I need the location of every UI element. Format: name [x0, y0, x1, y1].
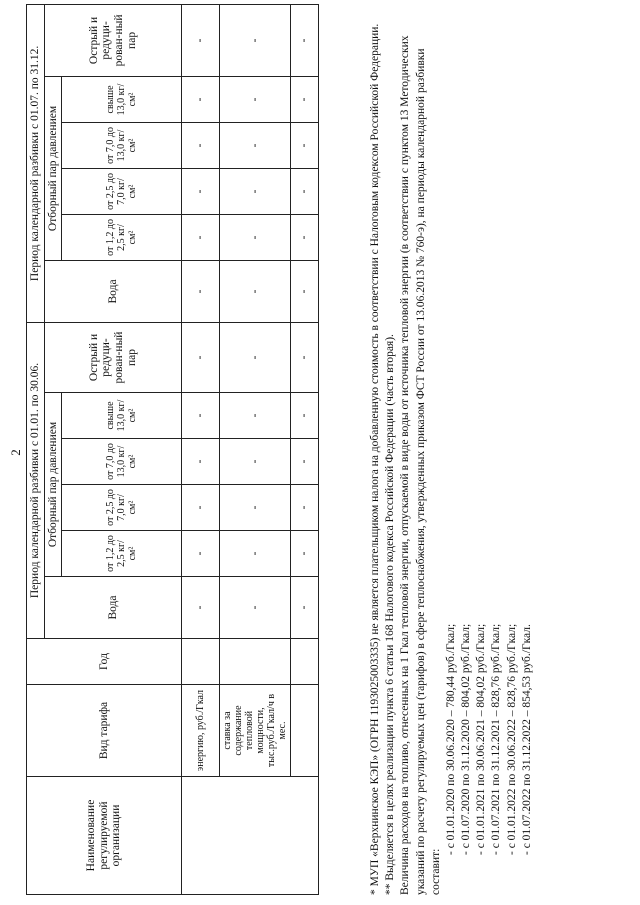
header-pressure-1: от 1,2 до 2,5 кг/см² — [62, 214, 182, 260]
list-item: - с 01.07.2022 по 31.12.2022 – 854,53 руб./Гкал. — [520, 624, 533, 855]
value-cell: - — [220, 260, 291, 322]
value-cell: - — [182, 76, 220, 122]
value-cell: - — [291, 393, 319, 439]
value-cell: - — [220, 76, 291, 122]
value-cell: - — [182, 260, 220, 322]
header-water-2: Вода — [44, 260, 182, 322]
tariff-type-cell: энергию, руб./Гкал — [182, 685, 220, 777]
value-cell: - — [291, 214, 319, 260]
footnote-vat: * МУП «Верхнинское КЭП» (ОГРН 1193025003335) не является плательщиком налога на добавленную стоимость в соответствии с Налоговым кодексом Российской Федерации. — [369, 23, 381, 895]
header-sharp-steam-2: Острый и редуци-рован-ный пар — [44, 4, 182, 76]
org-cell — [182, 777, 319, 895]
header-steam-2: Отборный пар давлением — [44, 76, 62, 260]
header-sharp-steam-1: Острый и редуци-рован-ный пар — [44, 322, 182, 392]
year-cell — [220, 639, 291, 685]
value-cell: - — [182, 322, 220, 392]
year-cell — [291, 639, 319, 685]
header-year: Год — [27, 639, 182, 685]
value-cell: - — [220, 122, 291, 168]
value-cell: - — [291, 485, 319, 531]
value-cell: - — [291, 531, 319, 577]
table-row — [220, 4, 291, 894]
value-cell: - — [220, 485, 291, 531]
footnotes — [368, 10, 535, 895]
list-item: - с 01.01.2020 по 30.06.2020 – 780,44 руб./Гкал; — [444, 623, 457, 855]
header-steam-1: Отборный пар давлением — [44, 393, 62, 577]
value-cell: - — [182, 393, 220, 439]
value-cell: - — [291, 4, 319, 76]
table-row — [291, 4, 319, 894]
fuel-costs-note: Величина расходов на топливо, отнесенных на 1 Гкал тепловой энергии, отпускаемой в виде воды от источника тепловой энергии (в соответствии с пунктом 13 Методических указаний по расчету регулируемых цен (тарифов) в сфере теплоснабжения, утвержденных приказом ФСТ России от 13.06.2013 № 760-э), на периоды календарной разбивки составит: — [399, 35, 442, 895]
header-tariff-type: Вид тарифа — [27, 685, 182, 777]
list-item: - с 01.07.2020 по 31.12.2020 – 804,02 руб./Гкал; — [460, 623, 473, 855]
value-cell: - — [220, 531, 291, 577]
value-cell: - — [291, 168, 319, 214]
header-org: Наименование регулируемой организации — [27, 777, 182, 895]
value-cell: - — [220, 439, 291, 485]
header-pressure-2: от 2,5 до 7,0 кг/см² — [62, 485, 182, 531]
value-cell: - — [291, 122, 319, 168]
value-cell: - — [220, 393, 291, 439]
footnote-tax-code: ** Выделяется в целях реализации пункта 6 статьи 168 Налогового кодекса Российской Федерации (часть вторая). — [384, 334, 397, 895]
value-cell: - — [182, 531, 220, 577]
value-cell: - — [182, 168, 220, 214]
value-cell: - — [220, 4, 291, 76]
value-cell: - — [220, 322, 291, 392]
header-pressure-2: от 2,5 до 7,0 кг/см² — [62, 168, 182, 214]
value-cell: - — [291, 76, 319, 122]
header-pressure-3: от 7,0 до 13,0 кг/см² — [62, 122, 182, 168]
header-pressure-4: свыше 13,0 кг/см² — [62, 76, 182, 122]
value-cell: - — [182, 577, 220, 639]
value-cell: - — [182, 439, 220, 485]
header-period-1: Период календарной разбивки с 01.01. по 30.06. — [27, 322, 45, 638]
value-cell: - — [291, 577, 319, 639]
tariff-type-cell: ставка за содержание тепловой мощности, тыс.руб./Гкал/ч в мес. — [220, 685, 291, 777]
value-cell: - — [182, 485, 220, 531]
value-cell: - — [220, 214, 291, 260]
value-cell: - — [182, 4, 220, 76]
list-item: - с 01.07.2021 по 31.12.2021 – 828,76 руб./Гкал; — [490, 623, 503, 855]
value-cell: - — [220, 577, 291, 639]
header-water-1: Вода — [44, 577, 182, 639]
value-cell: - — [182, 122, 220, 168]
header-pressure-4: свыше 13,0 кг/см² — [62, 393, 182, 439]
tariff-table — [26, 4, 319, 895]
list-item: - с 01.01.2021 по 30.06.2021 – 804,02 руб./Гкал; — [475, 623, 488, 855]
header-pressure-1: от 1,2 до 2,5 кг/см² — [62, 531, 182, 577]
value-cell: - — [291, 322, 319, 392]
page-number: 2 — [8, 449, 23, 456]
value-cell: - — [291, 260, 319, 322]
value-cell: - — [182, 214, 220, 260]
header-pressure-3: от 7,0 до 13,0 кг/см² — [62, 439, 182, 485]
header-period-2: Период календарной разбивки с 01.07. по 31.12. — [27, 4, 45, 322]
value-cell: - — [291, 439, 319, 485]
table-row — [182, 4, 220, 894]
tariff-type-cell — [291, 685, 319, 777]
value-cell: - — [220, 168, 291, 214]
list-item: - с 01.01.2022 по 30.06.2022 – 828,76 руб./Гкал; — [505, 623, 518, 855]
year-cell — [182, 639, 220, 685]
